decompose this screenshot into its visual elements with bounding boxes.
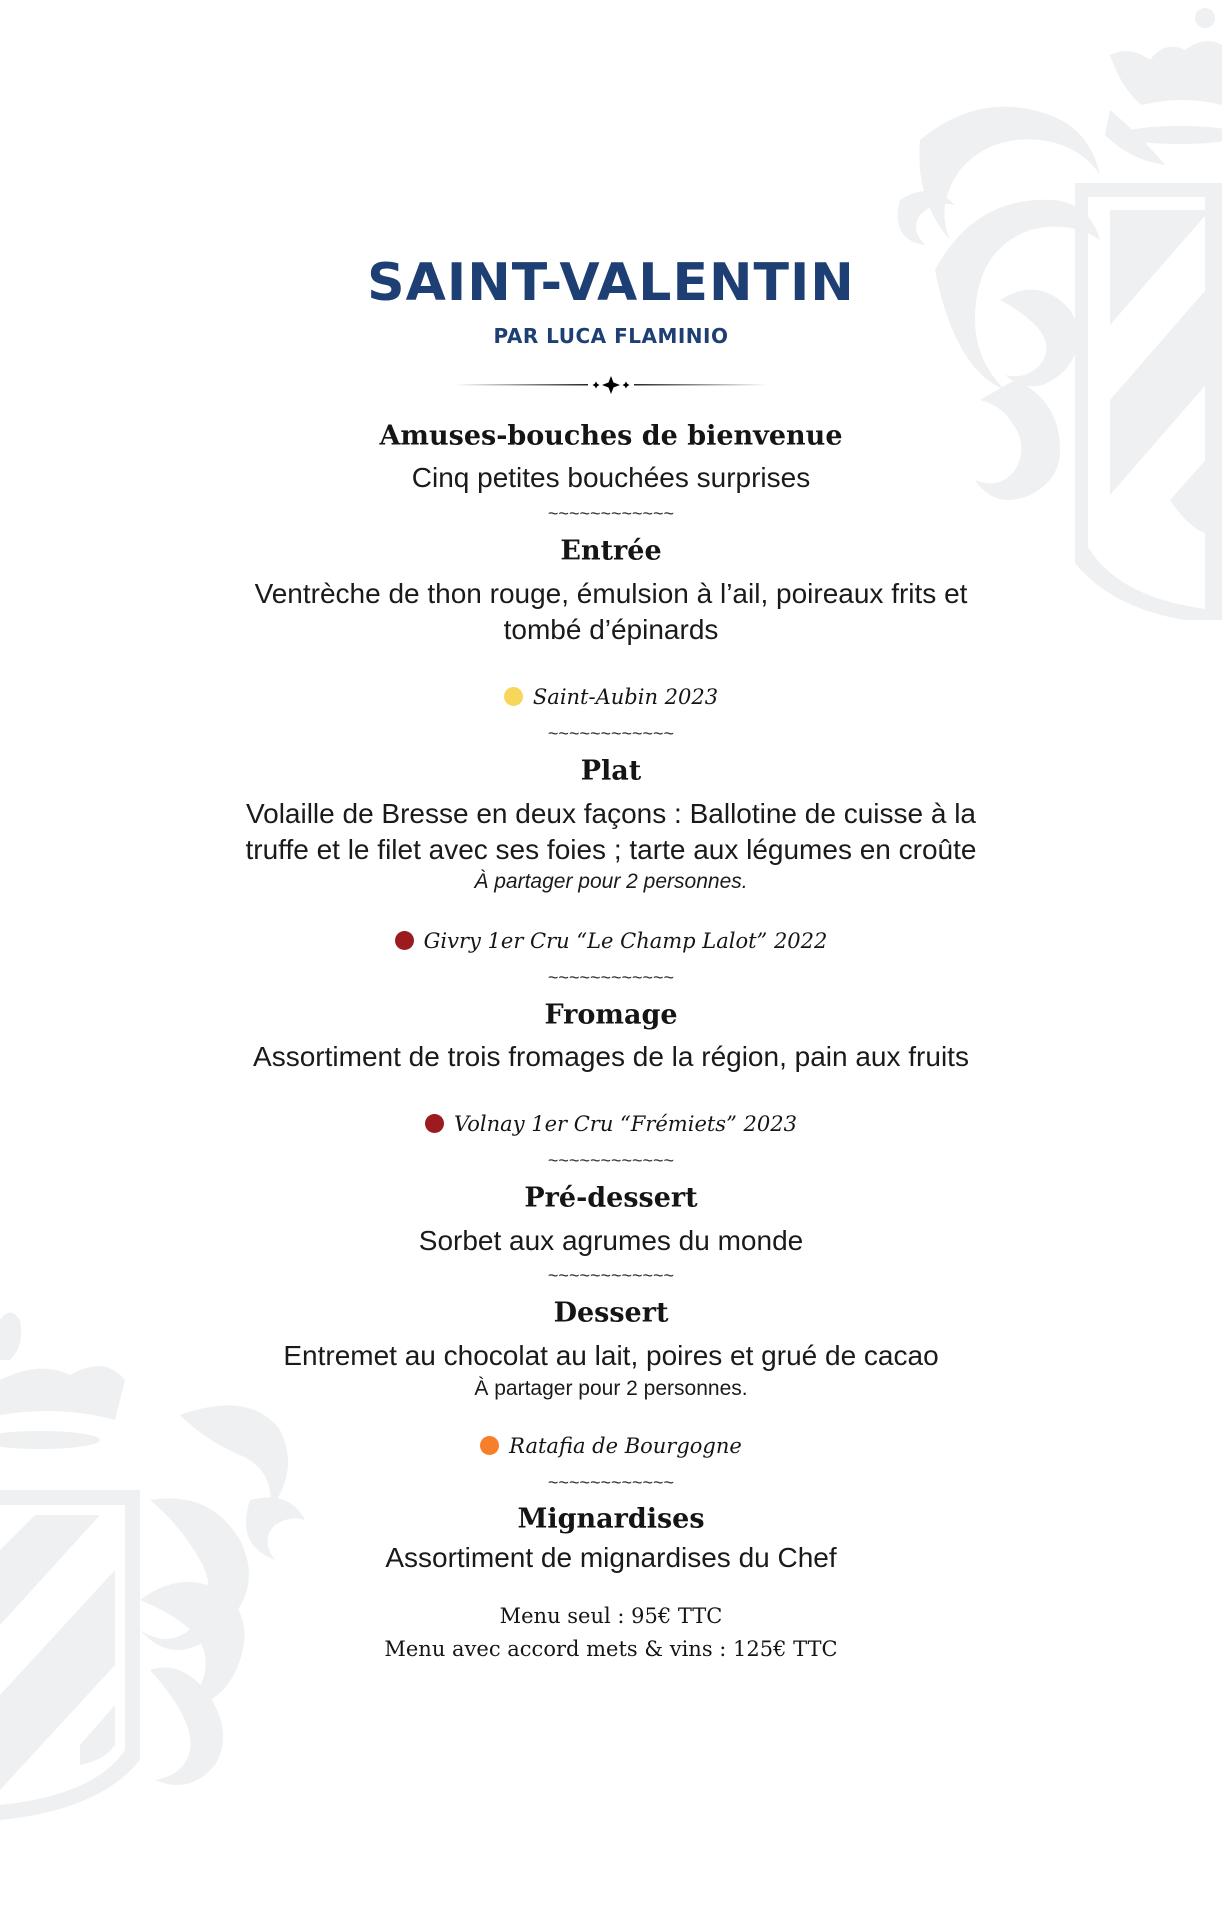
menu-title: SAINT-VALENTIN — [367, 253, 855, 313]
red-wine-dot-icon — [395, 931, 414, 950]
price-menu-with-wine: Menu avec accord mets & vins : 125€ TTC — [384, 1637, 838, 1661]
course-description: Entremet au chocolat au lait, poires et grué de cacao — [283, 1340, 939, 1371]
course-description: Sorbet aux agrumes du monde — [418, 1225, 804, 1256]
sharing-note: À partager pour 2 personnes. — [474, 870, 748, 893]
stars-divider-icon — [455, 375, 767, 395]
wine-label: Volnay 1er Cru “Frémiets” 2023 — [454, 1112, 797, 1136]
course-heading-amuses-bouches: Amuses-bouches de bienvenue — [379, 420, 843, 452]
course-separator: ~~~~~~~~~~~~ — [547, 967, 675, 988]
course-heading-pre-dessert: Pré-dessert — [524, 1182, 698, 1214]
course-heading-dessert: Dessert — [553, 1297, 669, 1329]
liqueur-dot-icon — [480, 1436, 499, 1455]
course-heading-entree: Entrée — [560, 535, 662, 567]
course-separator: ~~~~~~~~~~~~ — [547, 1265, 675, 1286]
course-description: Ventrèche de thon rouge, émulsion à l’ail, poireaux frits et — [254, 578, 968, 609]
course-description: Cinq petites bouchées surprises — [411, 462, 811, 493]
course-separator: ~~~~~~~~~~~~ — [547, 723, 675, 744]
wine-pairing-saint-aubin — [0, 685, 1222, 709]
course-description: truffe et le filet avec ses foies ; tarte aux légumes en croûte — [245, 834, 977, 865]
course-heading-fromage: Fromage — [544, 999, 678, 1031]
course-description: tombé d’épinards — [503, 614, 719, 645]
course-separator: ~~~~~~~~~~~~ — [547, 503, 675, 524]
course-description: Assortiment de trois fromages de la région, pain aux fruits — [253, 1041, 969, 1072]
course-heading-mignardises: Mignardises — [517, 1503, 705, 1535]
menu-subtitle: PAR LUCA FLAMINIO — [493, 324, 729, 348]
course-heading-plat: Plat — [580, 755, 642, 787]
sharing-note: À partager pour 2 personnes. — [474, 1377, 748, 1400]
wine-pairing-givry — [0, 929, 1222, 953]
red-wine-dot-icon — [425, 1114, 444, 1133]
course-description: Volaille de Bresse en deux façons : Ballotine de cuisse à la — [245, 798, 976, 829]
course-separator: ~~~~~~~~~~~~ — [547, 1150, 675, 1171]
wine-label: Givry 1er Cru “Le Champ Lalot” 2022 — [423, 929, 828, 953]
wine-pairing-ratafia — [0, 1434, 1222, 1458]
course-description: Assortiment de mignardises du Chef — [385, 1542, 837, 1573]
wine-label: Ratafia de Bourgogne — [509, 1434, 742, 1458]
wine-label: Saint-Aubin 2023 — [532, 685, 719, 709]
wine-pairing-volnay — [0, 1112, 1222, 1136]
course-separator: ~~~~~~~~~~~~ — [547, 1472, 675, 1493]
price-menu-only: Menu seul : 95€ TTC — [499, 1604, 723, 1628]
white-wine-dot-icon — [504, 687, 523, 706]
